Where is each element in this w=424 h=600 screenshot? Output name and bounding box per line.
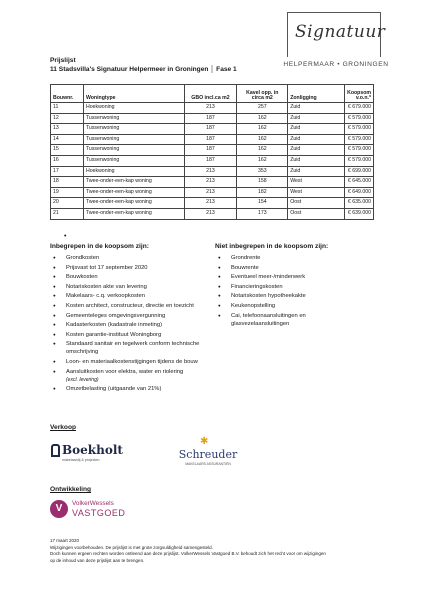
cell-zonligging: Zuid xyxy=(288,145,345,156)
list-item xyxy=(215,283,365,291)
cell-kavel: 173 xyxy=(237,208,288,219)
list-item xyxy=(50,302,210,310)
volkerwessels-vastgoed: VASTGOED xyxy=(72,508,126,518)
list-item-text: Notariskosten akte van levering xyxy=(66,283,147,290)
cell-zonligging: Zuid xyxy=(288,155,345,166)
cell-woningtype: Hoekwoning xyxy=(83,103,184,114)
list-item xyxy=(215,302,365,310)
volkerwessels-name: VolkerWessels xyxy=(72,500,114,507)
cell-zonligging: West xyxy=(288,177,345,188)
cell-koopsom: € 579.000 xyxy=(345,113,374,124)
ontwikkeling-heading: Ontwikkeling xyxy=(50,486,92,493)
list-item-text: Keukenopstelling xyxy=(231,302,276,309)
cell-gbo: 187 xyxy=(184,113,237,124)
table-row xyxy=(51,208,374,219)
list-item-text: Grondkosten xyxy=(66,255,100,261)
list-item-text: Kosten garantie-instituut Woningborg xyxy=(66,331,162,338)
list-item-text: Loon- en materiaalkostenstijgingen tijdens de bouw xyxy=(66,358,198,365)
list-item xyxy=(215,264,365,272)
list-item xyxy=(50,283,210,291)
footer-line-1: Wijzigingen voorbehouden. De prijslijst is met grote zorgvuldigheid samengesteld. xyxy=(50,544,213,550)
list-item-text: Notariskosten hypotheekakte xyxy=(231,293,306,300)
cell-zonligging: Zuid xyxy=(288,103,345,114)
cell-kavel: 182 xyxy=(237,187,288,198)
cell-gbo: 213 xyxy=(184,208,237,219)
included-section xyxy=(50,243,210,395)
header-kavel: Kavel opp. in circa m2 xyxy=(237,85,288,103)
excluded-title: Niet inbegrepen in de koopsom zijn: xyxy=(215,243,329,250)
cell-woningtype: Tussenwoning xyxy=(83,155,184,166)
cell-zonligging: Oost xyxy=(288,198,345,209)
boekholt-name: Boekholt xyxy=(62,443,123,457)
cell-woningtype: Hoekwoning xyxy=(83,166,184,177)
volkerwessels-mark-icon: V xyxy=(50,500,68,518)
house-icon xyxy=(51,444,60,457)
list-item-text: Financieringskosten xyxy=(231,283,283,290)
cell-woningtype: Tussenwoning xyxy=(83,124,184,135)
header-gbo: GBO incl.ca m2 xyxy=(184,85,237,103)
cell-zonligging: West xyxy=(288,187,345,198)
list-item xyxy=(215,254,365,262)
list-item xyxy=(215,292,365,300)
cell-woningtype: Tussenwoning xyxy=(83,145,184,156)
bullet-marker: • xyxy=(64,233,67,240)
cell-bouwnr: 21 xyxy=(51,208,84,219)
footer-date: 17 maart 2020 xyxy=(50,538,80,543)
list-item xyxy=(50,273,210,281)
table-row xyxy=(51,198,374,209)
footer-line-2: Doch kunnen ergeen rechten worden ontleend aan deze prijslijst. VolkerWessels Vastgoed B.V. behoudt zich het recht voor om wijzigingen xyxy=(50,551,326,557)
header-woningtype: Woningtype xyxy=(83,85,184,103)
header-bouwnr: Bouwnr. xyxy=(51,85,84,103)
list-item-text: Prijsvast tot 17 september 2020 xyxy=(66,264,148,271)
cell-bouwnr: 11 xyxy=(51,103,84,114)
list-item-text: Aansluitkosten voor elektra, water en riolering xyxy=(66,368,184,375)
included-list xyxy=(50,254,210,393)
table-row xyxy=(51,134,374,145)
cell-bouwnr: 16 xyxy=(51,155,84,166)
cell-bouwnr: 12 xyxy=(51,113,84,124)
cell-gbo: 213 xyxy=(184,198,237,209)
cell-bouwnr: 13 xyxy=(51,124,84,135)
list-item xyxy=(50,292,210,300)
cell-woningtype: Twee-onder-een-kap woning xyxy=(83,187,184,198)
cell-gbo: 187 xyxy=(184,145,237,156)
table-row xyxy=(51,103,374,114)
cell-bouwnr: 19 xyxy=(51,187,84,198)
list-item xyxy=(50,331,210,339)
cell-gbo: 213 xyxy=(184,103,237,114)
document-label: Prijslijst xyxy=(50,57,76,64)
cell-kavel: 154 xyxy=(237,198,288,209)
list-item xyxy=(50,321,210,329)
verkoop-heading: Verkoop xyxy=(50,424,77,431)
list-item-text: Makelaars- c.q. verkoopkosten xyxy=(66,293,145,300)
cell-koopsom: € 635.000 xyxy=(345,198,374,209)
list-item xyxy=(215,273,365,281)
logo-subtitle: HELPERMAAR • GRONINGEN xyxy=(283,61,389,68)
list-item-text: Standaard sanitair en tegelwerk conform technische omschrijving xyxy=(66,341,200,356)
list-item-note: (excl. levering) xyxy=(66,376,99,383)
schreuder-logo xyxy=(168,436,248,468)
cell-zonligging: Zuid xyxy=(288,134,345,145)
list-item-text: Omzetbelasting (uitgaande van 21%) xyxy=(66,386,162,393)
table-row xyxy=(51,124,374,135)
list-item-text: Bouwkosten xyxy=(66,274,98,281)
cell-woningtype: Twee-onder-een-kap woning xyxy=(83,208,184,219)
cell-koopsom: € 649.000 xyxy=(345,187,374,198)
list-item xyxy=(50,312,210,320)
cell-koopsom: € 579.000 xyxy=(345,124,374,135)
cell-kavel: 257 xyxy=(237,103,288,114)
volkerwessels-logo xyxy=(50,497,130,523)
list-item xyxy=(50,358,210,366)
table-row xyxy=(51,145,374,156)
list-item xyxy=(50,264,210,272)
cell-kavel: 353 xyxy=(237,166,288,177)
cell-koopsom: € 639.000 xyxy=(345,208,374,219)
cell-gbo: 187 xyxy=(184,155,237,166)
boekholt-tagline: makelaardij & projecten xyxy=(62,458,100,462)
cell-bouwnr: 15 xyxy=(51,145,84,156)
footer-line-3: op de inhoud van deze prijslijst aan te brengen. xyxy=(50,557,145,563)
cell-koopsom: € 579.000 xyxy=(345,134,374,145)
header-koopsom: Koopsom v.o.n.* xyxy=(345,85,374,103)
footer xyxy=(50,538,380,564)
cell-gbo: 187 xyxy=(184,124,237,135)
cell-woningtype: Tussenwoning xyxy=(83,113,184,124)
cell-bouwnr: 18 xyxy=(51,177,84,188)
cell-woningtype: Twee-onder-een-kap woning xyxy=(83,177,184,188)
cell-koopsom: € 579.000 xyxy=(345,155,374,166)
cell-zonligging: Zuid xyxy=(288,124,345,135)
table-header-row xyxy=(51,85,374,103)
cell-kavel: 162 xyxy=(237,145,288,156)
table-row xyxy=(51,177,374,188)
schreuder-name: Schreuder xyxy=(178,448,238,461)
price-table xyxy=(50,84,374,220)
list-item-text: Gemeenteleges omgevingsvergunning xyxy=(66,312,166,319)
cell-koopsom: € 699.000 xyxy=(345,166,374,177)
cell-kavel: 158 xyxy=(237,177,288,188)
cell-koopsom: € 645.000 xyxy=(345,177,374,188)
cell-kavel: 162 xyxy=(237,155,288,166)
list-item xyxy=(50,385,210,393)
cell-koopsom: € 679.000 xyxy=(345,103,374,114)
cell-bouwnr: 17 xyxy=(51,166,84,177)
list-item xyxy=(215,312,365,328)
list-item xyxy=(50,340,210,356)
list-item-text: Eventueel meer-/minderwerk xyxy=(231,274,306,281)
list-item-text: Bouwrente xyxy=(231,264,259,271)
included-title: Inbegrepen in de koopsom zijn: xyxy=(50,243,149,250)
star-icon: ✱ xyxy=(200,436,209,447)
boekholt-logo xyxy=(50,441,123,469)
signatuur-logo xyxy=(283,10,389,70)
cell-gbo: 213 xyxy=(184,166,237,177)
table-row xyxy=(51,166,374,177)
cell-zonligging: Zuid xyxy=(288,166,345,177)
list-item-text: Cai, telefoonaansluitingen en glasvezelaansluitingen xyxy=(231,312,306,327)
cell-gbo: 187 xyxy=(184,134,237,145)
cell-kavel: 162 xyxy=(237,134,288,145)
cell-zonligging: Oost xyxy=(288,208,345,219)
cell-bouwnr: 14 xyxy=(51,134,84,145)
excluded-list xyxy=(215,254,365,328)
cell-gbo: 213 xyxy=(184,177,237,188)
cell-woningtype: Twee-onder-een-kap woning xyxy=(83,198,184,209)
cell-bouwnr: 20 xyxy=(51,198,84,209)
logo-script: Signatuur xyxy=(295,22,386,42)
table-row xyxy=(51,113,374,124)
document-title: 11 Stadsvilla's Signatuur Helpermeer in Groningen │ Fase 1 xyxy=(50,66,237,73)
cell-gbo: 213 xyxy=(184,187,237,198)
header-zonligging: Zonligging xyxy=(288,85,345,103)
table-row xyxy=(51,155,374,166)
list-item-text: Kosten architect, constructeur, directie en toezicht xyxy=(66,302,194,309)
table-row xyxy=(51,187,374,198)
list-item xyxy=(50,368,210,384)
list-item-text: Grondrente xyxy=(231,255,261,261)
cell-zonligging: Zuid xyxy=(288,113,345,124)
cell-koopsom: € 579.000 xyxy=(345,145,374,156)
cell-woningtype: Tussenwoning xyxy=(83,134,184,145)
cell-kavel: 162 xyxy=(237,113,288,124)
list-item xyxy=(50,254,210,262)
excluded-section xyxy=(215,243,365,329)
cell-kavel: 162 xyxy=(237,124,288,135)
list-item-text: Kadasterkosten (kadastrale inmeting) xyxy=(66,322,163,329)
schreuder-tagline: MAKELAARS ASSURANTIËN xyxy=(185,462,231,466)
